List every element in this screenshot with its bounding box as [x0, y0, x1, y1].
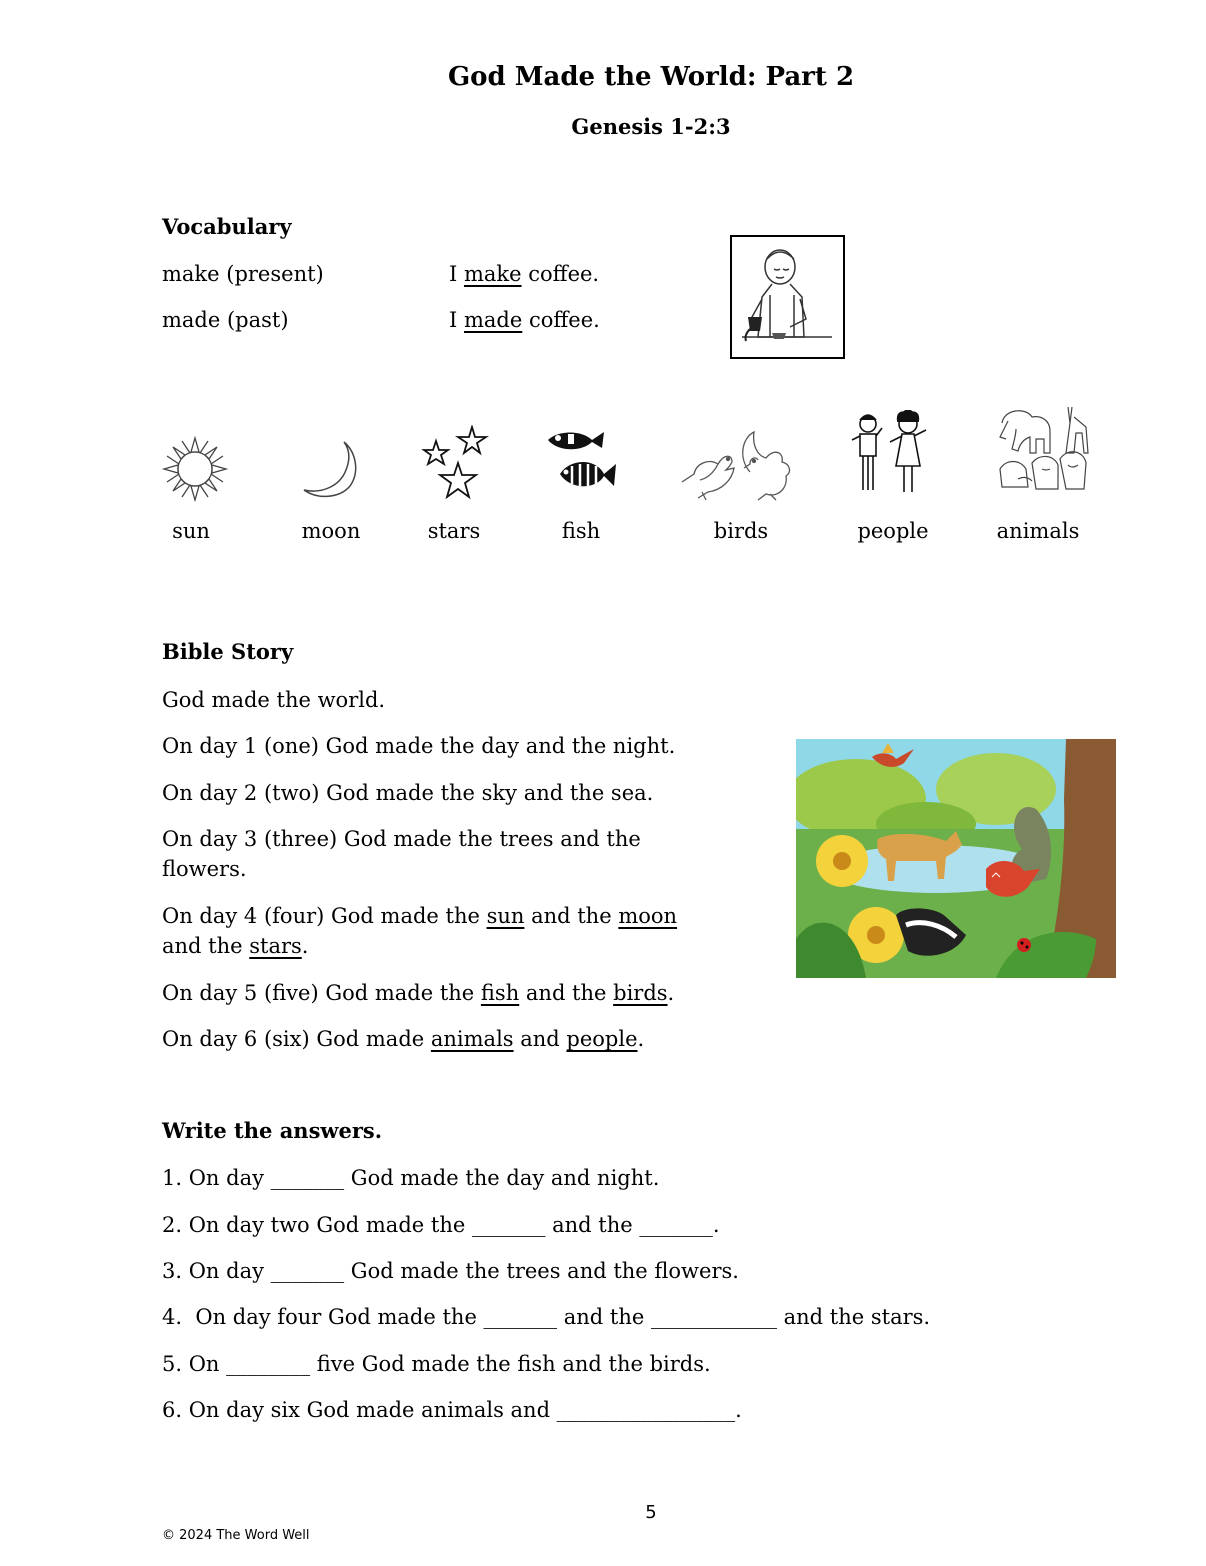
picture-label-sun: sun [172, 519, 210, 543]
people-icon [850, 410, 934, 500]
vocabulary-heading: Vocabulary [162, 214, 292, 239]
woman-pouring-coffee-icon [730, 235, 845, 359]
question-5: 5. On ________ five God made the fish and the birds. [162, 1352, 711, 1376]
story-day-1: On day 1 (one) God made the day and the night. [162, 734, 676, 758]
picture-label-fish: fish [561, 519, 601, 543]
question-3: 3. On day _______ God made the trees and the flowers. [162, 1259, 739, 1283]
bible-story-heading: Bible Story [162, 639, 294, 664]
picture-label-people: people [857, 519, 929, 543]
page-subtitle: Genesis 1-2:3 [571, 114, 731, 139]
moon-icon [300, 440, 364, 504]
birds-icon [678, 428, 796, 506]
story-intro: God made the world. [162, 688, 386, 712]
copyright-notice: © 2024 The Word Well [162, 1528, 310, 1543]
question-2: 2. On day two God made the _______ and the _______. [162, 1213, 720, 1237]
story-day-3: On day 3 (three) God made the trees and the flowers. [162, 827, 641, 881]
vocab-example-2: I made coffee. [449, 308, 600, 332]
page-number: 5 [645, 1502, 657, 1523]
vocab-example-1: I make coffee. [449, 262, 600, 286]
fish-icon [542, 428, 618, 498]
question-6: 6. On day six God made animals and _________________. [162, 1398, 742, 1422]
story-day-4: On day 4 (four) God made the sun and the moon and the stars. [162, 904, 678, 958]
question-1: 1. On day _______ God made the day and night. [162, 1166, 660, 1190]
story-day-2: On day 2 (two) God made the sky and the sea. [162, 781, 654, 805]
creation-scene-icon [796, 739, 1116, 978]
page-title: God Made the World: Part 2 [447, 62, 855, 92]
animals-icon [996, 403, 1092, 499]
exercise-heading: Write the answers. [162, 1118, 383, 1143]
picture-label-animals: animals [996, 519, 1080, 543]
picture-label-moon: moon [301, 519, 361, 543]
question-4: 4. On day four God made the _______ and the ____________ and the stars. [162, 1305, 931, 1329]
sun-icon [162, 436, 228, 506]
stars-icon [420, 425, 492, 509]
story-day-6: On day 6 (six) God made animals and people. [162, 1027, 645, 1051]
picture-label-stars: stars [427, 519, 481, 543]
vocab-word-1: make (present) [162, 262, 324, 286]
picture-label-birds: birds [713, 519, 769, 543]
story-day-5: On day 5 (five) God made the fish and the birds. [162, 981, 675, 1005]
vocab-word-2: made (past) [162, 308, 289, 332]
